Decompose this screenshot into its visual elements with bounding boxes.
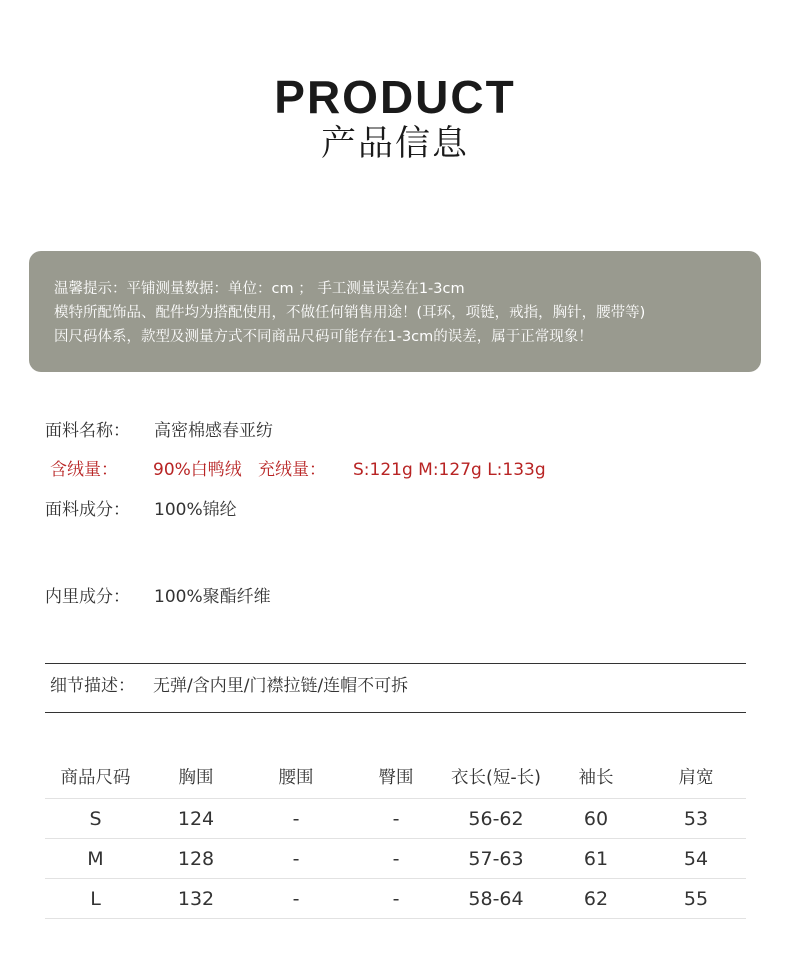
- cell-hip: -: [392, 888, 400, 910]
- divider-top: [45, 663, 746, 664]
- cell-waist: -: [292, 808, 300, 830]
- fill-weight-value: S:121g M:127g L:133g: [353, 460, 546, 480]
- fill-weight-label: 充绒量：: [258, 460, 326, 480]
- detail-label: 细节描述：: [50, 676, 135, 696]
- header-size: 商品尺码: [60, 768, 131, 788]
- cell-length: 57-63: [468, 848, 524, 870]
- cell-size: L: [90, 888, 101, 910]
- fabric-name-label: 面料名称：: [45, 421, 130, 441]
- cell-shoulder: 53: [683, 808, 709, 830]
- cell-hip: -: [392, 848, 400, 870]
- divider-bottom: [45, 712, 746, 713]
- cell-sleeve: 60: [583, 808, 609, 830]
- fabric-composition-row: [0, 497, 790, 523]
- fabric-name-row: [0, 418, 790, 444]
- lining-composition-row: [0, 584, 790, 610]
- down-content-row: [0, 457, 790, 483]
- page-title-cn: 产品信息: [320, 124, 469, 164]
- cell-chest: 124: [177, 808, 215, 830]
- table-row: [45, 879, 746, 919]
- size-table-header: [45, 758, 746, 799]
- cell-waist: -: [292, 848, 300, 870]
- cell-waist: -: [292, 888, 300, 910]
- notice-box: [29, 251, 761, 372]
- header-sleeve: 袖长: [578, 768, 614, 788]
- notice-line: 因尺码体系，款型及测量方式不同商品尺码可能存在1-3cm的误差，属于正常现象！: [54, 329, 593, 345]
- fabric-name-value: 高密棉感春亚纺: [154, 421, 273, 441]
- cell-chest: 132: [177, 888, 215, 910]
- header-waist: 腰围: [278, 768, 314, 788]
- cell-size: M: [87, 848, 104, 870]
- page-title-en: PRODUCT: [274, 71, 516, 123]
- lining-composition-label: 内里成分：: [45, 587, 130, 607]
- cell-shoulder: 55: [683, 888, 709, 910]
- header-hip: 臀围: [378, 768, 414, 788]
- size-table: [45, 758, 746, 919]
- down-content-value: 90%白鸭绒: [153, 460, 242, 480]
- cell-sleeve: 61: [583, 848, 609, 870]
- cell-shoulder: 54: [683, 848, 709, 870]
- cell-chest: 128: [177, 848, 215, 870]
- cell-sleeve: 62: [583, 888, 609, 910]
- cell-length: 58-64: [468, 888, 524, 910]
- header-length: 衣长(短-长): [451, 768, 541, 788]
- lining-composition-value: 100%聚酯纤维: [154, 587, 271, 607]
- notice-line: 温馨提示：平铺测量数据：单位：cm ； 手工测量误差在1-3cm: [54, 281, 465, 297]
- header-shoulder: 肩宽: [678, 768, 714, 788]
- header-chest: 胸围: [178, 768, 214, 788]
- down-content-label: 含绒量：: [50, 460, 118, 480]
- cell-hip: -: [392, 808, 400, 830]
- table-row: [45, 799, 746, 839]
- fabric-composition-value: 100%锦纶: [154, 500, 237, 520]
- detail-value: 无弹/含内里/门襟拉链/连帽不可拆: [153, 676, 409, 696]
- cell-length: 56-62: [468, 808, 524, 830]
- cell-size: S: [89, 808, 102, 830]
- table-row: [45, 839, 746, 879]
- detail-row: [0, 673, 790, 699]
- fabric-composition-label: 面料成分：: [45, 500, 130, 520]
- notice-line: 模特所配饰品、配件均为搭配使用，不做任何销售用途！(耳环，项链，戒指，胸针，腰带等): [54, 305, 646, 321]
